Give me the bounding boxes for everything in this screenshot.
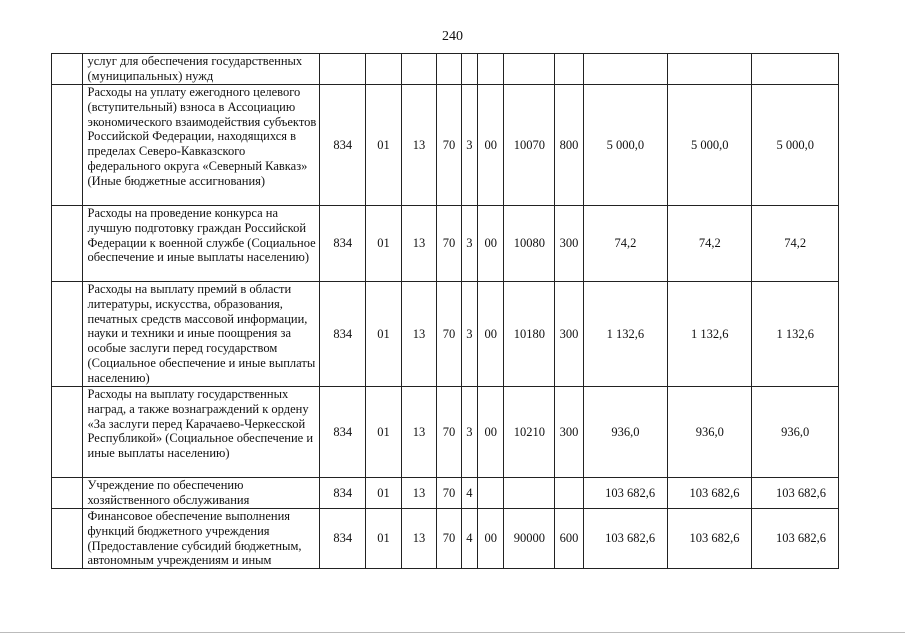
description-cell: Расходы на уплату ежегодного целевого (вступительный) взноса в Ассоциацию экономического взаимодействия субъектов Российской Федерации, находящихся в пределах Северо-Кавказского федерального округа «Северный Кавказ» (Иные бюджетные ассигнования) [82,85,320,206]
description-cell: Расходы на выплату премий в области литературы, искусства, образования, печатных средств массовой информации, науки и техники и иные поощрения за особые заслуги перед государством (Социальное обеспечение и иные выплаты населению) [82,282,320,387]
table-row [52,387,839,478]
table-row [52,85,839,206]
description-cell: Учреждение по обеспечению хозяйственного обслуживания [82,478,320,509]
description-cell: Финансовое обеспечение выполнения функций бюджетного учреждения (Предоставление субсидий бюджетным, автономным учреждениям и иным [82,509,320,569]
rz-cell [366,54,402,85]
sum-year3-cell: 936,0 [752,387,839,478]
sum-year2-cell: 5 000,0 [668,85,752,206]
table-row [52,509,839,569]
table-row [52,206,839,282]
cs-program-cell: 70 [437,478,461,509]
cs-subprogram-cell [461,54,477,85]
sum-year1-cell: 936,0 [583,387,667,478]
vr-cell: 800 [555,85,583,206]
row-number-cell [52,478,83,509]
sum-year3-cell: 1 132,6 [752,282,839,387]
sum-year1-cell: 103 682,6 [583,478,667,509]
vr-cell: 300 [555,206,583,282]
cs-subprogram-cell: 3 [461,387,477,478]
cs-activity-cell [477,54,503,85]
budget-table [51,53,839,569]
page-number: 240 [442,29,463,44]
cs-direction-cell: 10210 [504,387,555,478]
rz-cell: 01 [366,206,402,282]
cs-program-cell: 70 [437,282,461,387]
description-cell: услуг для обеспечения государственных (муниципальных) нужд [82,54,320,85]
cs-activity-cell: 00 [477,206,503,282]
pr-cell: 13 [401,282,437,387]
row-number-cell [52,387,83,478]
cs-activity-cell [477,478,503,509]
cs-program-cell: 70 [437,387,461,478]
sum-year2-cell: 1 132,6 [668,282,752,387]
ved-cell: 834 [320,206,366,282]
sum-year1-cell: 5 000,0 [583,85,667,206]
vr-cell: 600 [555,509,583,569]
cs-subprogram-cell: 3 [461,282,477,387]
vr-cell: 300 [555,282,583,387]
sum-year2-cell: 936,0 [668,387,752,478]
sum-year3-cell: 74,2 [752,206,839,282]
sum-year1-cell: 103 682,6 [583,509,667,569]
row-number-cell [52,282,83,387]
pr-cell: 13 [401,509,437,569]
sum-year3-cell: 103 682,6 [752,509,839,569]
rz-cell: 01 [366,387,402,478]
cs-activity-cell: 00 [477,282,503,387]
ved-cell: 834 [320,85,366,206]
row-number-cell [52,509,83,569]
pr-cell [401,54,437,85]
rz-cell: 01 [366,85,402,206]
vr-cell: 300 [555,387,583,478]
pr-cell: 13 [401,387,437,478]
sum-year2-cell [668,54,752,85]
ved-cell: 834 [320,387,366,478]
cs-program-cell: 70 [437,206,461,282]
row-number-cell [52,85,83,206]
ved-cell: 834 [320,478,366,509]
ved-cell: 834 [320,282,366,387]
scan-edge-divider [0,632,905,633]
sum-year1-cell: 74,2 [583,206,667,282]
cs-activity-cell: 00 [477,387,503,478]
cs-activity-cell: 00 [477,509,503,569]
sum-year1-cell [583,54,667,85]
sum-year2-cell: 74,2 [668,206,752,282]
rz-cell: 01 [366,478,402,509]
sum-year1-cell: 1 132,6 [583,282,667,387]
sum-year2-cell: 103 682,6 [668,478,752,509]
cs-program-cell [437,54,461,85]
cs-direction-cell: 10180 [504,282,555,387]
cs-activity-cell: 00 [477,85,503,206]
pr-cell: 13 [401,206,437,282]
rz-cell: 01 [366,282,402,387]
table-row [52,282,839,387]
cs-program-cell: 70 [437,85,461,206]
sum-year3-cell: 5 000,0 [752,85,839,206]
table-row [52,54,839,85]
sum-year3-cell: 103 682,6 [752,478,839,509]
row-number-cell [52,54,83,85]
ved-cell: 834 [320,509,366,569]
pr-cell: 13 [401,478,437,509]
description-cell: Расходы на проведение конкурса на лучшую подготовку граждан Российской Федерации к военной службе (Социальное обеспечение и иные выплаты населению) [82,206,320,282]
cs-direction-cell: 10080 [504,206,555,282]
cs-subprogram-cell: 4 [461,478,477,509]
sum-year3-cell [752,54,839,85]
cs-direction-cell: 90000 [504,509,555,569]
rz-cell: 01 [366,509,402,569]
ved-cell [320,54,366,85]
cs-subprogram-cell: 3 [461,206,477,282]
cs-direction-cell: 10070 [504,85,555,206]
row-number-cell [52,206,83,282]
cs-subprogram-cell: 4 [461,509,477,569]
table-row [52,478,839,509]
cs-program-cell: 70 [437,509,461,569]
cs-subprogram-cell: 3 [461,85,477,206]
sum-year2-cell: 103 682,6 [668,509,752,569]
cs-direction-cell [504,54,555,85]
cs-direction-cell [504,478,555,509]
vr-cell [555,478,583,509]
vr-cell [555,54,583,85]
description-cell: Расходы на выплату государственных наград, а также вознаграждений к ордену «За заслуги перед Карачаево-Черкесской Республикой» (Социальное обеспечение и иные выплаты населению) [82,387,320,478]
pr-cell: 13 [401,85,437,206]
